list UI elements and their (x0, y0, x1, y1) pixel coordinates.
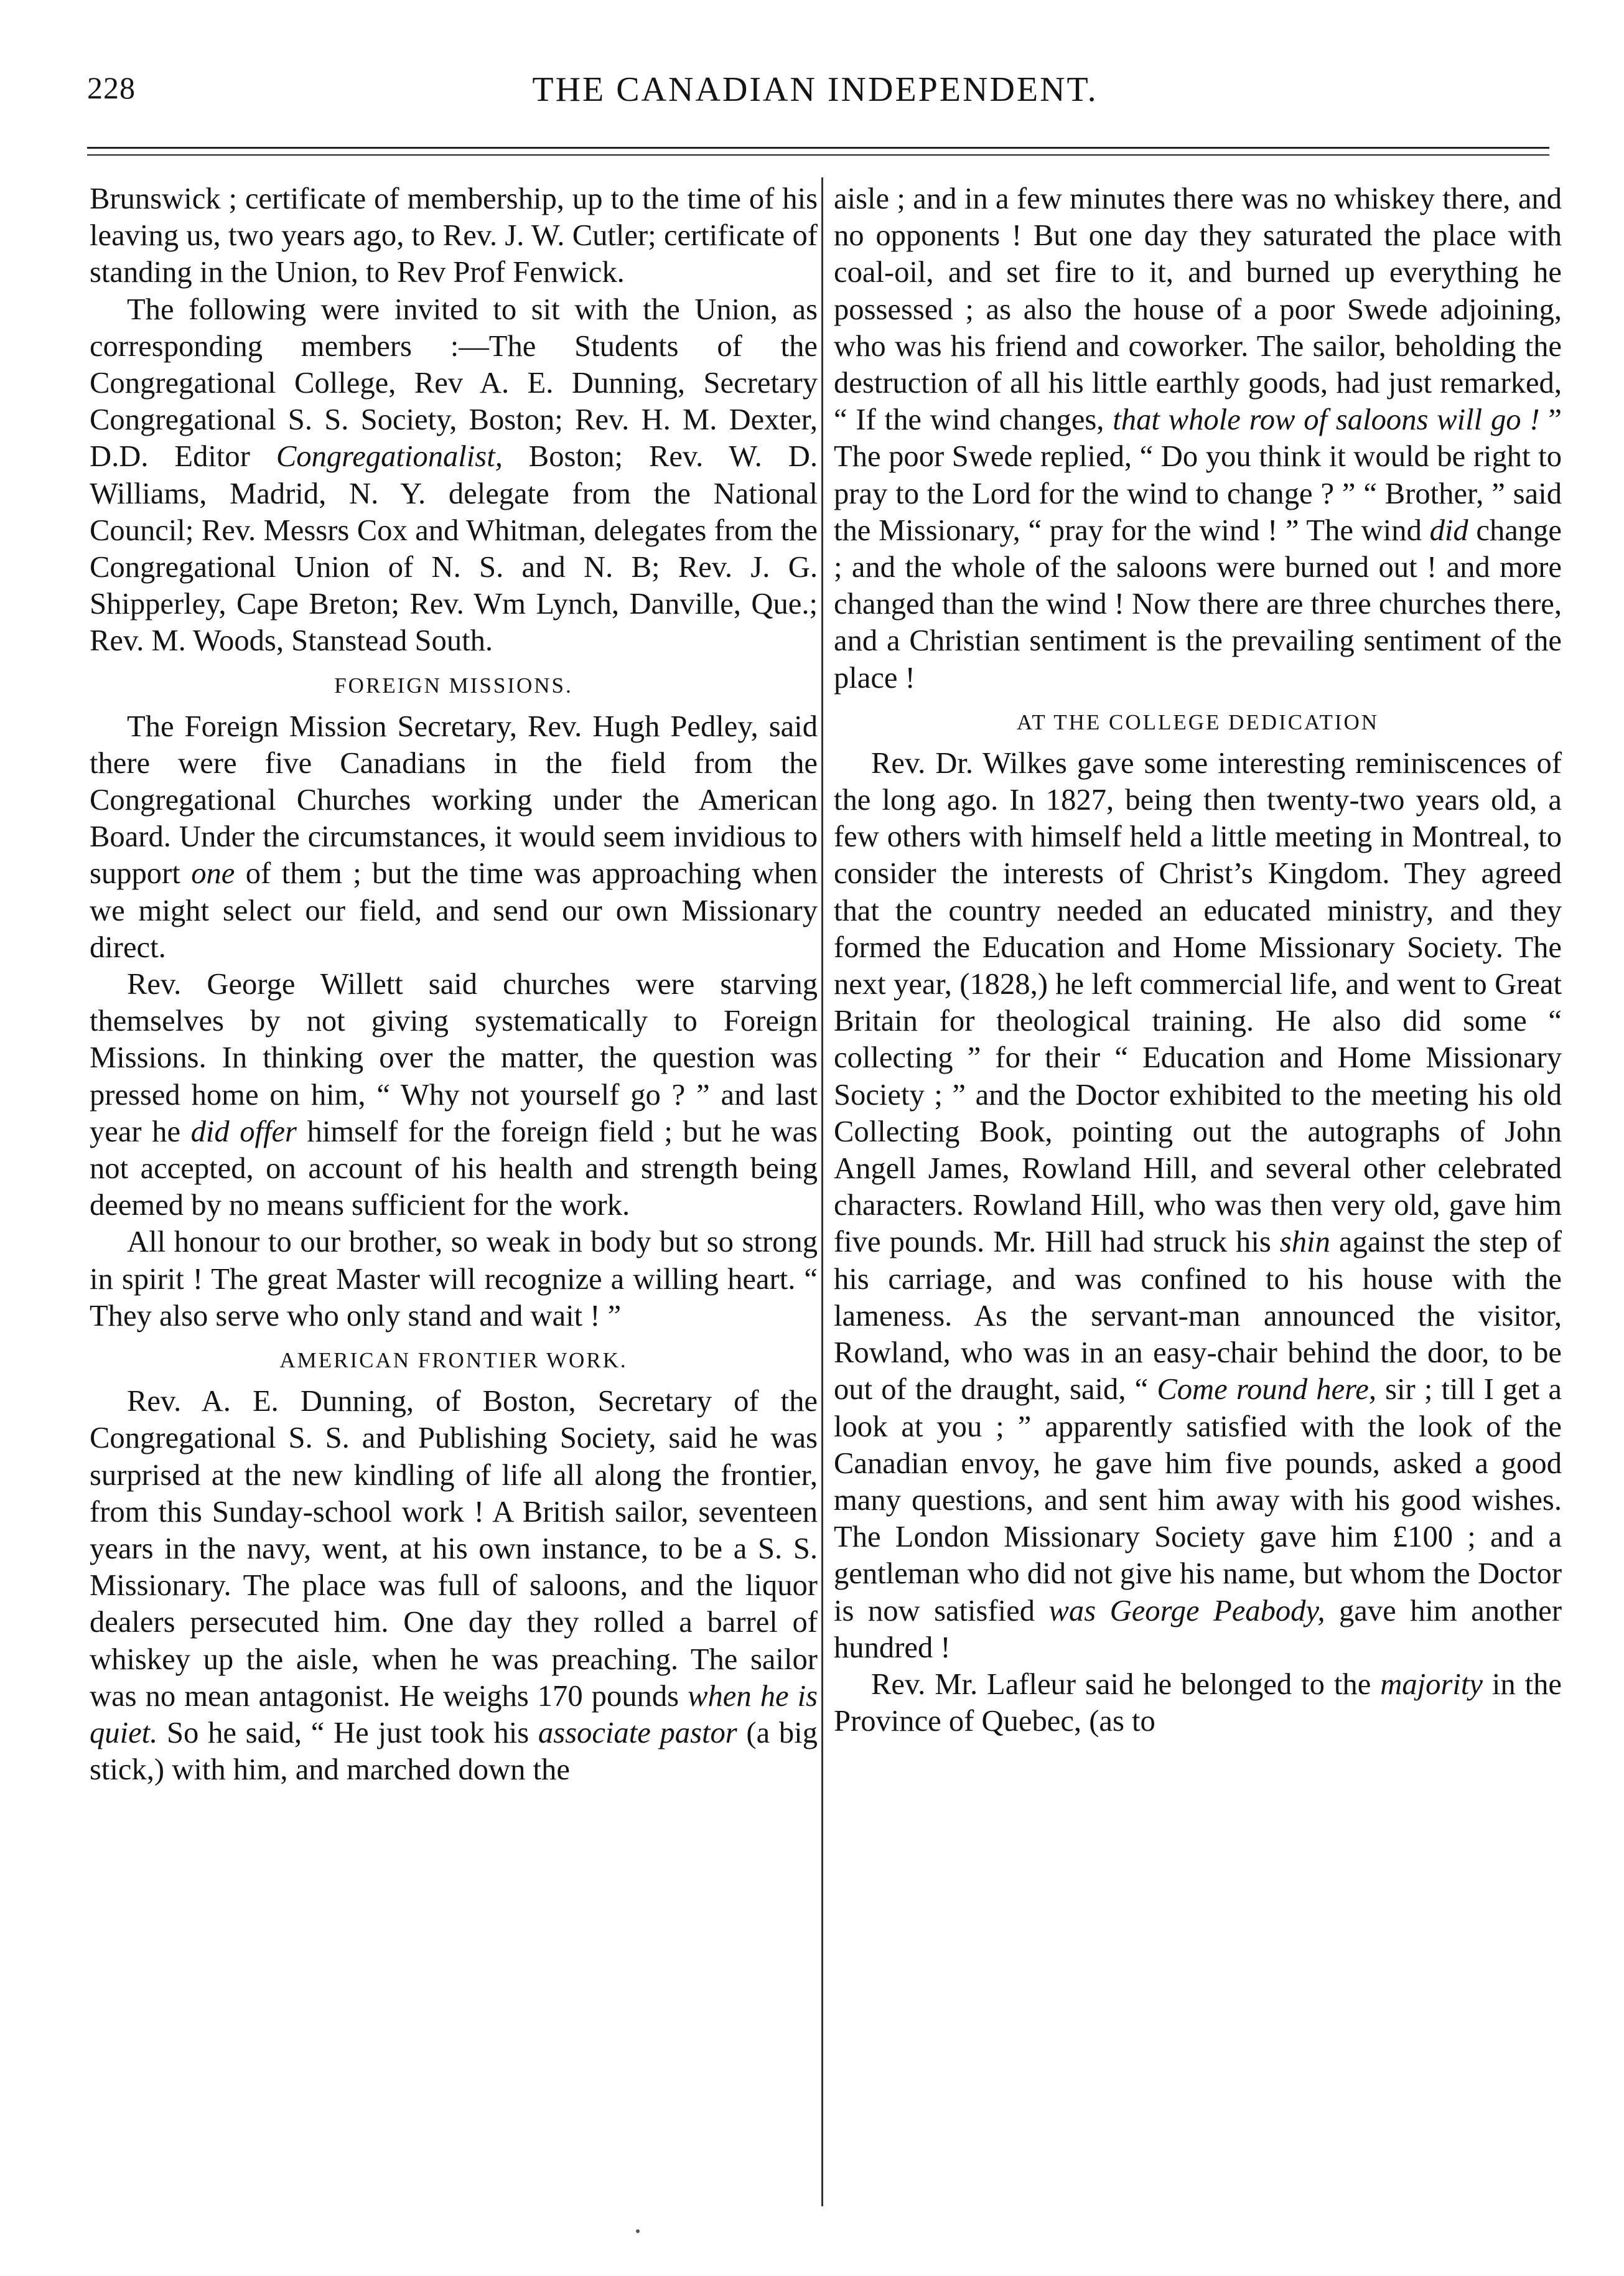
section-heading: AMERICAN FRONTIER WORK. (279, 1348, 628, 1373)
page-number: 228 (87, 70, 136, 105)
paragraph-text: Rev. Dr. Wilkes gave some interesting reminiscences of the long ago. In 1827, being then twenty-two years old, a few others with himself held a little meeting in Montreal, to consider the interests of Christ’s Kingdom. They agreed that the country needed an educated ministry, and they formed the Education and Home Missionary Society. The next year, (1828,) he left commercial life, and went to Great Britain for theological training. He also did some “ collecting ” for their “ Education and Home Missionary Society ; ” and the Doctor exhibited to the meeting his old Collecting Book, pointing out the autographs of John Angell James, Rowland Hill, and several other celebrated characters. Rowland Hill, who was then very old, gave him five pounds. Mr. Hill had struck his (834, 746, 1562, 1259)
paragraph (834, 180, 1562, 696)
header-rule-thin (87, 154, 1549, 156)
paragraph-text: against the step of his carriage, and was confined to his house with the lameness. As the servant-man announced the visitor, Rowland, who was in an easy-chair behind the door, to be out of the draught, said, “ (834, 1225, 1562, 1407)
paragraph-text: Rev. Mr. Lafleur said he belonged to the (871, 1667, 1381, 1701)
section-heading: FOREIGN MISSIONS. (334, 673, 573, 698)
italic-text: did offer (190, 1114, 297, 1148)
header-rule (87, 147, 1549, 149)
paragraph-text: Brunswick ; certificate of membership, up to the time of his leaving us, two years ago, to Rev. J. W. Cutler; certificate of standing in the Union, to Rev Prof Fenwick. (90, 182, 818, 289)
italic-text: did (1429, 513, 1468, 547)
paragraph-text: in the Province of Quebec, (as to (834, 1667, 1562, 1738)
paragraph-text: Boston; Rev. W. D. Williams, Madrid, N. Y. delegate from the National Council; Rev. Messrs Cox and Whitman, delegates from the Congregational Union of N. S. and N. B; Rev. J. G. Shipperley, Cape Breton; Rev. Wm Lynch, Danville, Que.; Rev. M. Woods, Stanstead South. (90, 439, 818, 658)
column-divider (821, 177, 823, 2206)
paragraph-text: So he said, “ He just took his (157, 1715, 538, 1749)
paragraph-text: ” The poor Swede replied, “ Do you think it would be right to pray to the Lord for the wind to change ? ” “ Brother, ” said the Missionary, “ pray for the wind ! ” The wind (834, 403, 1562, 547)
paragraph (90, 966, 818, 1224)
running-title: THE CANADIAN INDEPENDENT. (532, 70, 1098, 109)
right-column (834, 180, 1562, 1740)
italic-text: when he is quiet. (90, 1679, 818, 1749)
italic-text: was George Peabody, (1048, 1593, 1325, 1627)
paragraph (834, 1666, 1562, 1740)
left-column (90, 180, 818, 1788)
paragraph-text: gave him another hundred ! (834, 1593, 1562, 1664)
paragraph (90, 291, 818, 660)
page-header (87, 70, 1543, 119)
italic-text: majority (1380, 1667, 1483, 1701)
paragraph (90, 708, 818, 966)
paragraph-text: The Foreign Mission Secretary, Rev. Hugh Pedley, said there were five Canadians in the field from the Congregational Churches working under the American Board. Under the circumstances, it would seem invidious to support (90, 709, 818, 891)
paragraph (90, 1224, 818, 1334)
italic-text: shin (1279, 1225, 1330, 1259)
paragraph-text: Rev. A. E. Dunning, of Boston, Secretary of the Congregational S. S. and Publishing Society, said he was surprised at the new kindling of life all along the frontier, from this Sunday-school work ! A British sailor, seventeen years in the navy, went, at his own instance, to be a S. S. Missionary. The place was full of saloons, and the liquor dealers persecuted him. One day they rolled a barrel of whiskey up the aisle, when he was preaching. The sailor was no mean antagonist. He weighs 170 pounds (90, 1384, 818, 1713)
paragraph (90, 1383, 818, 1788)
paragraph-text: change ; and the whole of the saloons were burned out ! and more changed than the wind ! Now there are three churches there, and a Christian sentiment is the prevailing sentiment of the place ! (834, 513, 1562, 695)
paragraph-text: himself for the foreign field ; but he was not accepted, on account of his health and strength being deemed by no means sufficient for the work. (90, 1114, 818, 1222)
italic-text: Come round here, (1157, 1372, 1376, 1407)
paragraph-text: of them ; but the time was approaching when we might select our field, and send our own Missionary direct. (90, 856, 818, 964)
paragraph-text: All honour to our brother, so weak in body but so strong in spirit ! The great Master will recognize a willing heart. “ They also serve who only stand and wait ! ” (90, 1225, 818, 1332)
paragraph (90, 180, 818, 291)
italic-text: one (191, 856, 235, 891)
section-heading: AT THE COLLEGE DEDICATION (1016, 709, 1379, 734)
print-speck (636, 2229, 640, 2233)
paragraph-text: aisle ; and in a few minutes there was no whiskey there, and no opponents ! But one day they saturated the place with coal-oil, and set fire to it, and burned up everything he possessed ; as also the house of a poor Swede adjoining, who was his friend and coworker. The sailor, beholding the destruction of all his little earthly goods, had just remarked, “ If the wind changes, (834, 182, 1562, 437)
paragraph (834, 745, 1562, 1666)
italic-text: that whole row of saloons will go ! (1113, 403, 1540, 437)
paragraph-text: Rev. George Willett said churches were starving themselves by not giving systematically to Foreign Missions. In thinking over the matter, the question was pressed home on him, “ Why not yourself go ? ” and last year he (90, 967, 818, 1148)
paragraph-text: sir ; till I get a look at you ; ” apparently satisfied with the look of the Canadian envoy, he gave him five pounds, asked a good many questions, and sent him away with his good wishes. The London Missionary Society gave him £100 ; and a gentleman who did not give his name, but whom the Doctor is now satisfied (834, 1372, 1562, 1627)
paragraph-text: (a big stick,) with him, and marched down the (90, 1715, 818, 1787)
italic-text: associate pastor (538, 1715, 737, 1749)
paragraph-text: The following were invited to sit with the Union, as corresponding members :—The Students of the Congregational College, Rev A. E. Dunning, Secretary Congregational S. S. Society, Boston; Rev. H. M. Dexter, D.D. Editor (90, 292, 818, 474)
italic-text: Congregationalist, (276, 439, 503, 474)
